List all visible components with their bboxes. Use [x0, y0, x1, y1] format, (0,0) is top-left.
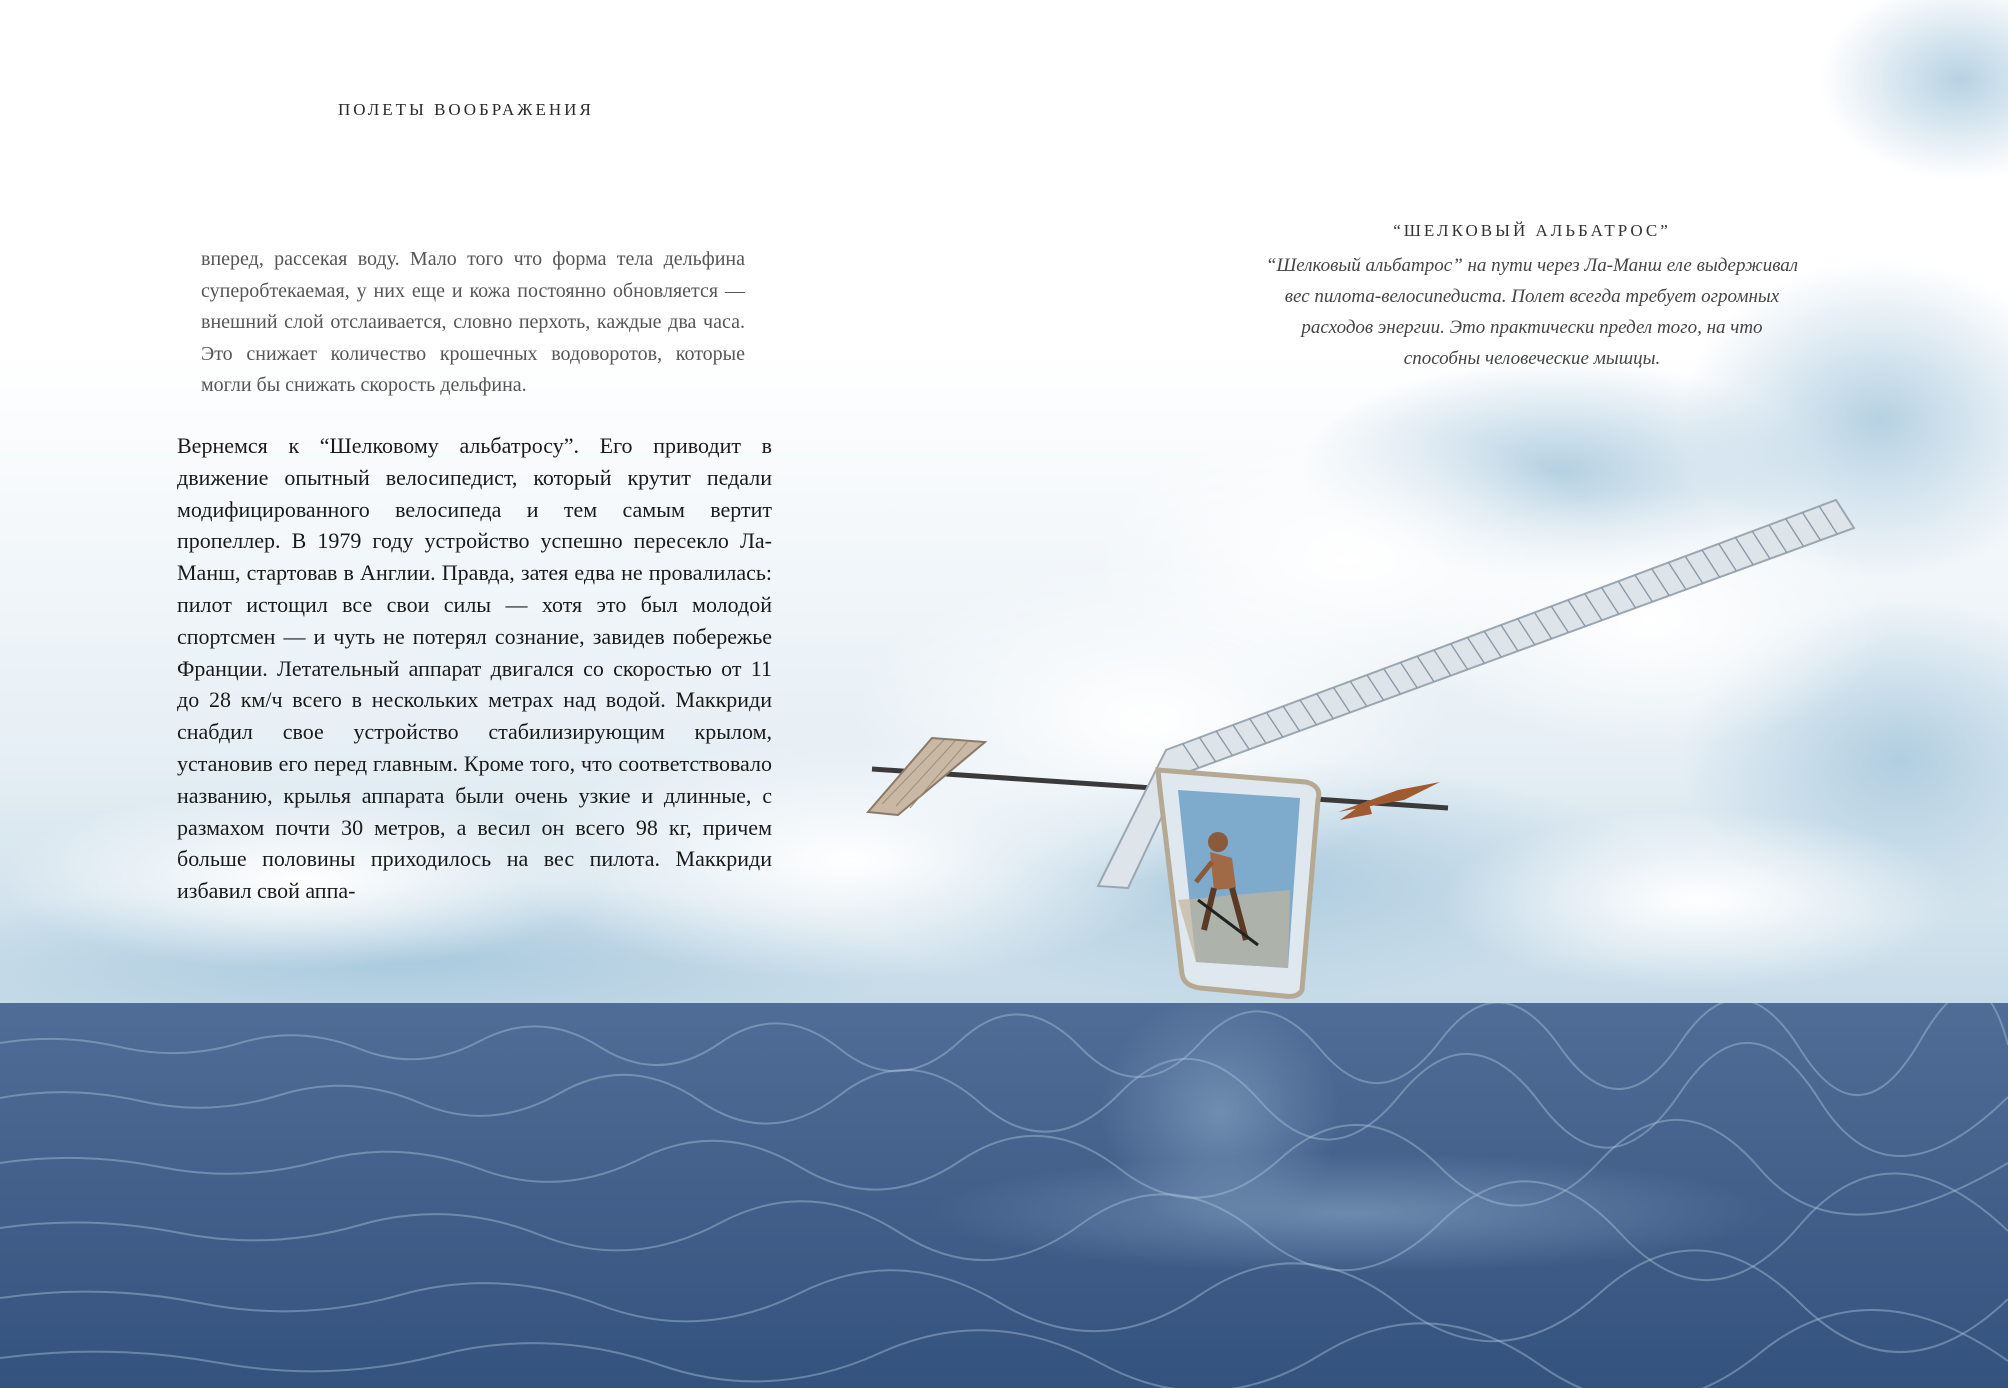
sea-surface [0, 1003, 2008, 1388]
image-caption [1262, 216, 1802, 374]
caption-title: “ШЕЛКОВЫЙ АЛЬБАТРОС” [1393, 221, 1671, 240]
main-text: Вернемся к “Шелковому альбатросу”. Его приводит в движение опытный велосипедист, который крутит педали модифицированного велосипеда и тем самым вертит пропеллер. В 1979 году устройство успешно пересекло Ла-Манш, стартовав в Англии. Правда, затея едва не провалилась: пилот истощил все свои силы — хотя это был молодой спортсмен — и чуть не потерял сознание, завидев побережье Франции. Летательный аппарат двигался со скоростью от 11 до 28 км/ч всего в нескольких метрах над водой. Маккриди снабдил свое устройство стабилизирующим крылом, установив его перед главным. Кроме того, что соответствовало названию, крылья аппарата были очень узкие и длинные, с размахом почти 30 метров, а весил он всего 98 кг, причем больше половины приходилось на вес пилота. Маккриди избавил свой аппа- [177, 433, 772, 904]
main-paragraph [177, 430, 772, 907]
inset-text: вперед, рассекая воду. Мало того что форма тела дельфина суперобтекаемая, у них еще и кожа постоянно обновляется — внешний слой отслаивается, словно перхоть, каждые два часа. Это снижает количество крошечных водоворотов, которые могли бы снижать скорость дельфина. [201, 248, 745, 396]
running-head: ПОЛЕТЫ ВООБРАЖЕНИЯ [338, 100, 594, 119]
inset-paragraph [201, 244, 745, 402]
caption-body: “Шелковый альбатрос” на пути через Ла-Манш еле выдерживал вес пилота-велосипедиста. Полет всегда требует огромных расходов энергии. Это практически предел того, на что способны человеческие мышцы. [1265, 255, 1799, 369]
